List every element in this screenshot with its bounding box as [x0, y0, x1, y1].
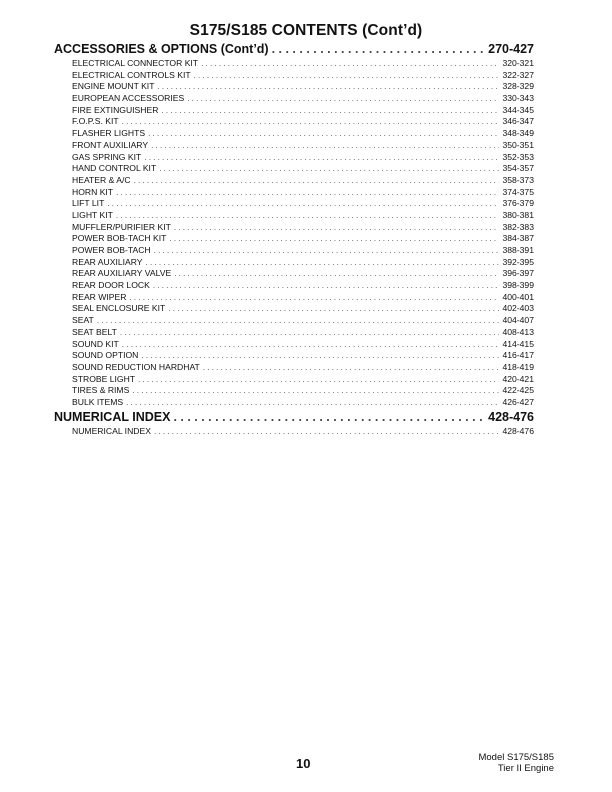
toc-entry-label: REAR AUXILIARY [72, 256, 143, 267]
toc-entry-row[interactable] [54, 362, 534, 374]
toc-entry-label: POWER BOB-TACH KIT [72, 233, 167, 244]
toc-entry-row[interactable] [54, 222, 534, 234]
toc-entry-pages: 330-343 [502, 93, 534, 104]
toc-entry-label: SEAT BELT [72, 326, 117, 337]
toc-entry-pages: 414-415 [502, 338, 534, 349]
toc-entry-pages: 376-379 [502, 198, 534, 209]
toc-entry-label: BULK ITEMS [72, 396, 124, 407]
toc-entry-row[interactable] [54, 426, 534, 438]
toc-entry-row[interactable] [54, 105, 534, 117]
toc-entry-label: POWER BOB-TACH [72, 245, 151, 255]
dot-leader [173, 409, 485, 426]
toc-entry-label: SOUND KIT [72, 338, 119, 349]
dot-leader [116, 210, 500, 222]
toc-entry-label: HORN KIT [72, 186, 114, 197]
toc-entry-pages: 402-403 [502, 303, 534, 314]
dot-leader [134, 175, 500, 187]
toc-entry-row[interactable] [54, 233, 534, 245]
toc-entry-pages: 418-419 [502, 361, 534, 372]
dot-leader [157, 81, 499, 93]
dot-leader [154, 426, 500, 438]
toc-entry-label: LIFT LIT [72, 198, 105, 209]
toc-entry-label: SOUND REDUCTION HARDHAT [72, 361, 200, 372]
toc-entry-pages: 396-397 [502, 268, 534, 279]
dot-leader [174, 268, 499, 280]
toc-section-row[interactable] [54, 41, 534, 58]
dot-leader [168, 303, 499, 315]
dot-leader [201, 58, 499, 70]
toc-entry-row[interactable] [54, 198, 534, 210]
toc-entry-row[interactable] [54, 175, 534, 187]
toc-entry-pages: 382-383 [502, 221, 534, 232]
dot-leader [116, 187, 499, 199]
toc-entry-label: SEAL ENCLOSURE KIT [72, 303, 166, 314]
toc-entry-label: REAR WIPER [72, 291, 127, 302]
toc-entry-label: REAR DOOR LOCK [72, 280, 150, 291]
dot-leader [161, 105, 499, 117]
toc-section-label: ACCESSORIES & OPTIONS (Cont’d) [54, 42, 269, 56]
toc-entry-label: ELECTRICAL CONTROLS KIT [72, 69, 191, 80]
dot-leader [97, 315, 500, 327]
page-title: S175/S185 CONTENTS (Cont’d) [189, 22, 423, 39]
toc-entry-label: MUFFLER/PURIFIER KIT [72, 221, 171, 232]
toc-entry-pages: 398-399 [502, 280, 534, 291]
page-number: 10 [296, 756, 311, 771]
toc-entry-pages: 374-375 [502, 186, 534, 197]
toc-entry-label: SEAT [72, 315, 94, 326]
toc-entry-row[interactable] [54, 292, 534, 304]
toc-entry-row[interactable] [54, 339, 534, 351]
toc-entry-pages: 384-387 [502, 233, 534, 244]
dot-leader [174, 222, 500, 234]
toc-entry-label: ELECTRICAL CONNECTOR KIT [72, 58, 199, 68]
toc-entry-pages: 408-413 [502, 326, 534, 337]
toc-entry-label: TIRES & RIMS [72, 385, 130, 396]
toc-entry-label: HEATER & A/C [72, 174, 131, 185]
toc-entry-row[interactable] [54, 93, 534, 105]
toc-entry-row[interactable] [54, 187, 534, 199]
toc-entry-pages: 346-347 [502, 116, 534, 127]
toc-entry-row[interactable] [54, 128, 534, 140]
toc-entry-pages: 348-349 [502, 128, 534, 139]
toc-entry-pages: 392-395 [502, 256, 534, 267]
toc-entry-pages: 426-427 [502, 396, 534, 407]
toc-section-pages: 270-427 [488, 42, 534, 56]
dot-leader [194, 70, 500, 82]
dot-leader [203, 362, 500, 374]
toc-entry-row[interactable] [54, 315, 534, 327]
dot-leader [107, 198, 499, 210]
dot-leader [159, 163, 499, 175]
toc-entry-pages: 428-476 [502, 425, 534, 436]
dot-leader [122, 116, 500, 128]
toc-entry-label: GAS SPRING KIT [72, 151, 142, 162]
dot-leader [138, 374, 499, 386]
toc-entry-row[interactable] [54, 210, 534, 222]
toc-entry-row[interactable] [54, 58, 534, 70]
toc-entry-row[interactable] [54, 257, 534, 269]
toc-entry-label: LIGHT KIT [72, 209, 113, 220]
toc-section-label: NUMERICAL INDEX [54, 409, 171, 424]
dot-leader [169, 233, 499, 245]
toc-entry-row[interactable] [54, 152, 534, 164]
toc-entry-label: FIRE EXTINGUISHER [72, 104, 159, 115]
toc-entry-row[interactable] [54, 116, 534, 128]
toc-section-pages: 428-476 [488, 409, 534, 424]
model-name: Model S175/S185 [478, 752, 554, 763]
toc-entry-label: FLASHER LIGHTS [72, 128, 146, 139]
toc-entry-pages: 380-381 [502, 209, 534, 220]
toc-entry-row[interactable] [54, 268, 534, 280]
toc-entry-label: F.O.P.S. KIT [72, 116, 119, 127]
model-info [478, 752, 554, 774]
toc-entry-label: REAR AUXILIARY VALVE [72, 268, 172, 279]
toc-entry-label: STROBE LIGHT [72, 373, 136, 384]
dot-leader [148, 128, 499, 140]
toc-entry-pages: 420-421 [502, 373, 534, 384]
dot-leader [132, 385, 499, 397]
toc-entry-pages: 358-373 [502, 174, 534, 185]
dot-leader [120, 327, 500, 339]
toc-section-row[interactable] [54, 409, 534, 426]
dot-leader [272, 41, 486, 58]
dot-leader [129, 292, 499, 304]
toc-entry-pages: 354-357 [502, 163, 534, 174]
toc-entry-pages: 400-401 [502, 291, 534, 302]
toc-entry-label: NUMERICAL INDEX [72, 425, 151, 436]
toc-entry-row[interactable] [54, 280, 534, 292]
toc-entry-pages: 352-353 [502, 151, 534, 162]
toc-entry-row[interactable] [54, 70, 534, 82]
toc-entry-pages: 328-329 [502, 81, 534, 92]
dot-leader [187, 93, 499, 105]
toc-entry-label: ENGINE MOUNT KIT [72, 81, 155, 92]
dot-leader [122, 339, 500, 351]
toc-entry-row[interactable] [54, 81, 534, 93]
toc-entry-pages: 422-425 [502, 385, 534, 396]
toc-entry-row[interactable] [54, 163, 534, 175]
toc-entry-pages: 344-345 [502, 104, 534, 115]
dot-leader [144, 152, 499, 164]
toc-entry-pages: 388-391 [502, 245, 534, 255]
toc-entry-pages: 350-351 [502, 139, 534, 150]
dot-leader [151, 140, 499, 152]
toc-entry-label: FRONT AUXILIARY [72, 139, 149, 150]
toc-entry-label: EUROPEAN ACCESSORIES [72, 93, 185, 104]
toc-entry-row[interactable] [54, 303, 534, 315]
toc-entry-pages: 404-407 [502, 315, 534, 326]
dot-leader [153, 280, 500, 292]
toc-entry-label: SOUND OPTION [72, 350, 139, 361]
engine-tier: Tier II Engine [497, 763, 554, 774]
toc-entry-pages: 322-327 [502, 69, 534, 80]
toc-entry-row[interactable] [54, 374, 534, 386]
dot-leader [141, 350, 499, 362]
toc-entry-row[interactable] [54, 385, 534, 397]
dot-leader [126, 397, 499, 409]
toc-entry-row[interactable] [54, 397, 534, 409]
toc-entry-pages: 320-321 [502, 58, 534, 68]
toc-entry-pages: 416-417 [502, 350, 534, 361]
table-of-contents [54, 41, 534, 437]
dot-leader [146, 257, 500, 269]
toc-entry-row[interactable] [54, 327, 534, 339]
toc-entry-row[interactable] [54, 140, 534, 152]
toc-entry-row[interactable] [54, 350, 534, 362]
toc-entry-label: HAND CONTROL KIT [72, 163, 157, 174]
toc-entry-row[interactable] [54, 245, 534, 257]
dot-leader [154, 245, 500, 257]
